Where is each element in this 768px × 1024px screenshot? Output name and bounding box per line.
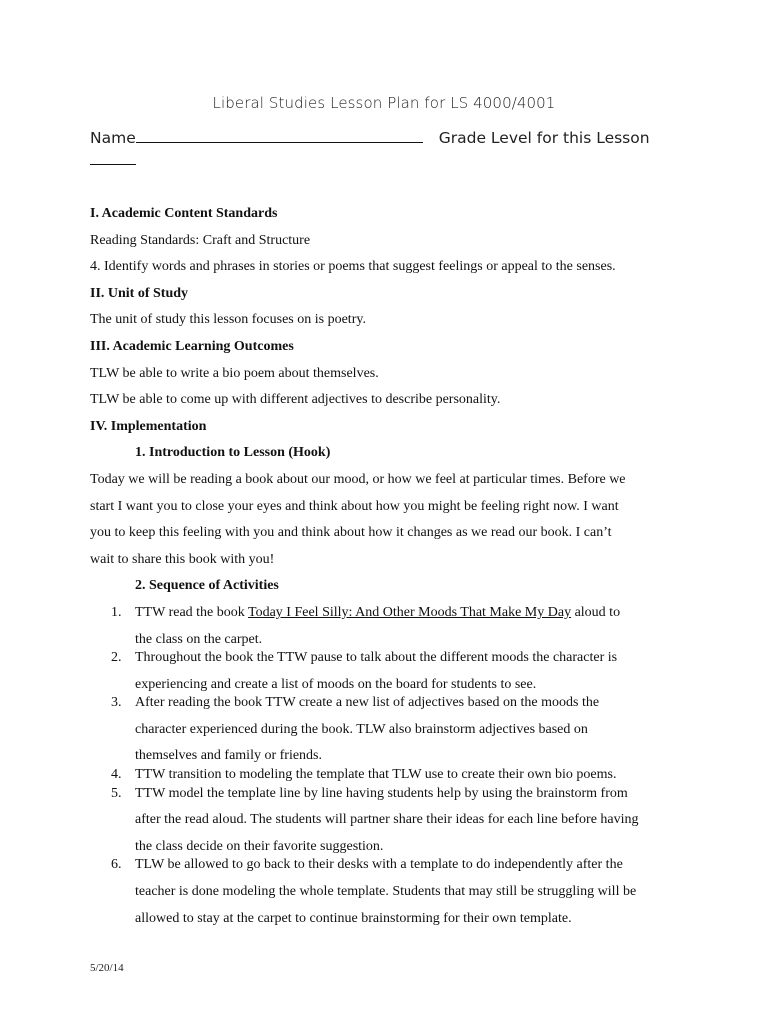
hook-line: Today we will be reading a book about our mood, or how we feel at particular times. Before we [90, 471, 626, 487]
outcome-line: TLW be able to write a bio poem about themselves. [90, 365, 379, 381]
name-label: Name [90, 129, 136, 147]
name-blank-line [136, 128, 423, 143]
subheading-activities: 2. Sequence of Activities [135, 578, 279, 594]
standards-line: Reading Standards: Craft and Structure [90, 232, 311, 248]
grade-blank-line [90, 150, 136, 165]
item-text: TTW model the template line by line having students help by using the brainstorm from [135, 785, 628, 801]
item-text: TTW transition to modeling the template that TLW use to create their own bio poems. [135, 767, 617, 783]
item-number: 6. [111, 857, 122, 873]
lesson-body [90, 201, 690, 932]
item-text: allowed to stay at the carpet to continue brainstorming for their own template. [135, 910, 572, 926]
item-text: After reading the book TTW create a new list of adjectives based on the moods the [135, 695, 600, 711]
subheading-hook: 1. Introduction to Lesson (Hook) [135, 445, 331, 461]
item-text: after the read aloud. The students will partner share their ideas for each line before having [135, 812, 639, 828]
activities-list [90, 600, 690, 932]
item-text: aloud to [571, 604, 621, 620]
item-text: TLW be allowed to go back to their desks with a template to do independently after the [135, 857, 623, 873]
footer-date: 5/20/14 [90, 962, 124, 974]
item-text: themselves and family or friends. [135, 748, 323, 764]
grade-level-label: Grade Level for this Lesson [438, 129, 650, 147]
name-grade-row [90, 128, 690, 165]
list-item [90, 852, 690, 932]
section-heading-outcomes: III. Academic Learning Outcomes [90, 338, 294, 354]
list-item [90, 690, 690, 770]
item-number: 1. [111, 604, 122, 620]
document-title: Liberal Studies Lesson Plan for LS 4000/4001 [212, 94, 556, 112]
item-text: character experienced during the book. TLW also brainstorm adjectives based on [135, 721, 588, 737]
book-title: Today I Feel Silly: And Other Moods That Make My Day [248, 604, 572, 620]
hook-line: you to keep this feeling with you and think about how it changes as we read our book. I can’t [90, 525, 612, 541]
list-item [90, 781, 690, 861]
item-number: 5. [111, 785, 122, 801]
item-number: 4. [111, 767, 122, 783]
section-heading-implementation: IV. Implementation [90, 418, 207, 434]
item-text: experiencing and create a list of moods on the board for students to see. [135, 676, 537, 692]
section-heading-unit: II. Unit of Study [90, 285, 189, 301]
standards-line: 4. Identify words and phrases in stories or poems that suggest feelings or appeal to the senses. [90, 259, 616, 275]
unit-line: The unit of study this lesson focuses on is poetry. [90, 312, 366, 328]
item-text: teacher is done modeling the whole template. Students that may still be struggling will be [135, 884, 637, 900]
item-text: the class decide on their favorite suggestion. [135, 838, 384, 854]
section-heading-standards: I. Academic Content Standards [90, 206, 278, 221]
item-number: 2. [111, 650, 122, 666]
item-text: TTW read the book [135, 604, 249, 620]
item-text: Throughout the book the TTW pause to talk about the different moods the character is [135, 650, 618, 666]
outcome-line: TLW be able to come up with different adjectives to describe personality. [90, 392, 501, 408]
item-number: 3. [111, 695, 122, 711]
item-text: the class on the carpet. [135, 631, 263, 647]
hook-line: start I want you to close your eyes and think about how you might be feeling right now. I want [90, 498, 619, 514]
hook-line: wait to share this book with you! [90, 551, 275, 567]
